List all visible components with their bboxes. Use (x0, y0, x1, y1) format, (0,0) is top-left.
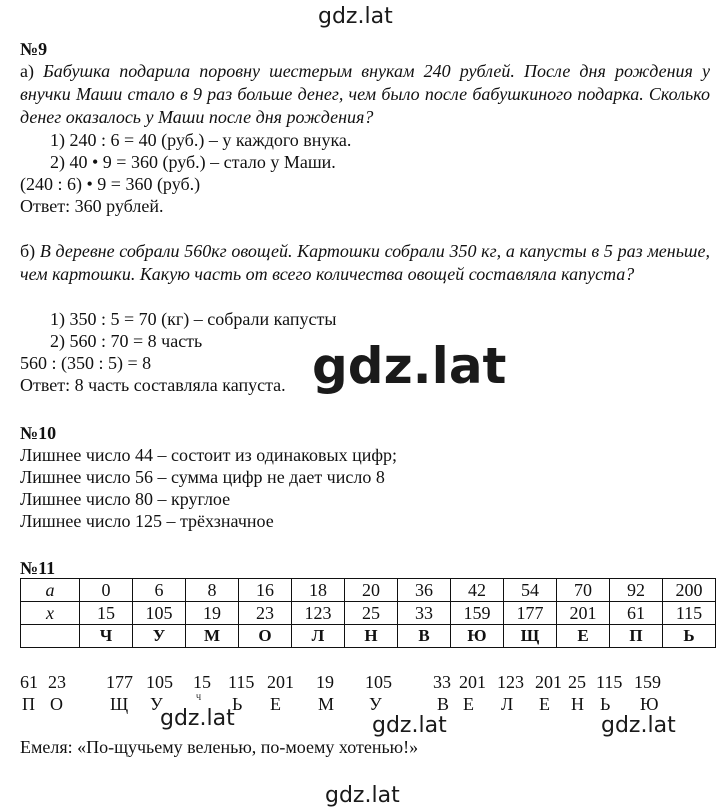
table-cell: 6 (133, 579, 186, 602)
decode-number: 159 (634, 672, 661, 692)
table-cell: 23 (239, 602, 292, 625)
table-cell: Ч (80, 625, 133, 648)
decode-letter: Ь (232, 694, 243, 714)
task9-a-step2: 2) 40 • 9 = 360 (руб.) – стало у Маши. (50, 152, 336, 172)
watermark: gdz.lat (325, 783, 400, 808)
task11-quote: Емеля: «По-щучьему веленью, по-моему хотенью!» (20, 737, 419, 757)
table-cell: 105 (133, 602, 186, 625)
table-cell: 18 (292, 579, 345, 602)
table-cell: 36 (398, 579, 451, 602)
table-row (21, 602, 716, 625)
table-cell (21, 625, 80, 648)
table-cell: 159 (451, 602, 504, 625)
decode-number: 201 (459, 672, 486, 692)
decode-number: 15 (193, 672, 211, 692)
decode-letter: М (318, 694, 335, 714)
table-cell: 25 (345, 602, 398, 625)
decode-number: 201 (535, 672, 562, 692)
table-cell: О (239, 625, 292, 648)
table-cell: Л (292, 625, 345, 648)
task9-b-step1: 1) 350 : 5 = 70 (кг) – собрали капусты (50, 309, 337, 329)
decode-number: 201 (267, 672, 294, 692)
decode-number: 25 (568, 672, 586, 692)
decode-number: 177 (106, 672, 133, 692)
table-cell: 70 (557, 579, 610, 602)
decode-letter: Ь (600, 694, 611, 714)
table-cell: 177 (504, 602, 557, 625)
task10-title: №10 (20, 423, 57, 443)
watermark: gdz.lat (318, 4, 393, 29)
table-cell: 115 (663, 602, 716, 625)
decode-letter: У (150, 694, 163, 714)
task10-line: Лишнее число 56 – сумма цифр не дает число 8 (20, 467, 385, 487)
table-cell: Н (345, 625, 398, 648)
table-cell: В (398, 625, 451, 648)
decode-letter: П (22, 694, 35, 714)
decode-letter: Е (463, 694, 474, 714)
task9-title: №9 (20, 39, 48, 59)
task9-a-problem (20, 60, 710, 129)
decode-letter: Е (270, 694, 281, 714)
watermark: gdz.lat (372, 713, 447, 738)
table-cell: 0 (80, 579, 133, 602)
task9-a-expression: (240 : 6) • 9 = 360 (руб.) (20, 174, 201, 194)
task9-a-step1: 1) 240 : 6 = 40 (руб.) – у каждого внука. (50, 130, 352, 150)
decode-letter: У (369, 694, 382, 714)
decode-letter: Ю (640, 694, 659, 714)
watermark: gdz.lat (160, 706, 235, 731)
table-cell: 42 (451, 579, 504, 602)
table-cell: 92 (610, 579, 663, 602)
task10-line: Лишнее число 125 – трёхзначное (20, 511, 274, 531)
table-cell: 61 (610, 602, 663, 625)
task11-table (20, 578, 716, 648)
task9-b-answer: Ответ: 8 часть составляла капуста. (20, 375, 286, 395)
decode-number: 23 (48, 672, 66, 692)
task9-a-label: а) (20, 61, 34, 81)
decode-letter: В (437, 694, 450, 714)
decode-number: 115 (596, 672, 623, 692)
watermark: gdz.lat (312, 337, 507, 395)
task9-b-label: б) (20, 241, 36, 261)
decode-letter: Е (539, 694, 550, 714)
row-a-label: a (21, 579, 80, 602)
table-cell: 201 (557, 602, 610, 625)
decode-letter: Н (571, 694, 584, 714)
table-row (21, 579, 716, 602)
table-cell: 200 (663, 579, 716, 602)
task11-title: №11 (20, 558, 56, 578)
task10-line: Лишнее число 44 – состоит из одинаковых цифр; (20, 445, 398, 465)
watermark: gdz.lat (601, 713, 676, 738)
table-cell: 20 (345, 579, 398, 602)
decode-letter: Л (501, 694, 514, 714)
table-cell: 15 (80, 602, 133, 625)
decode-number: 115 (228, 672, 255, 692)
decode-number: 123 (497, 672, 524, 692)
table-cell: 16 (239, 579, 292, 602)
table-cell: Е (557, 625, 610, 648)
table-cell: 19 (186, 602, 239, 625)
decode-number: 33 (433, 672, 451, 692)
decode-number: 105 (146, 672, 173, 692)
task9-a-answer: Ответ: 360 рублей. (20, 196, 164, 216)
row-x-label: x (21, 602, 80, 625)
task9-b-text: В деревне собрали 560кг овощей. Картошки собрали 350 кг, а капусты в 5 раз меньше, чем картошки. Какую часть от всего количества овощей составляла капуста? (20, 241, 710, 284)
decode-letter: Ч (196, 693, 202, 702)
table-cell: У (133, 625, 186, 648)
table-row (21, 625, 716, 648)
table-cell: Ю (451, 625, 504, 648)
table-cell: Щ (504, 625, 557, 648)
table-cell: Ь (663, 625, 716, 648)
table-cell: 33 (398, 602, 451, 625)
decode-number: 105 (365, 672, 392, 692)
decode-number: 61 (20, 672, 38, 692)
decode-number: 19 (316, 672, 334, 692)
table-cell: М (186, 625, 239, 648)
task9-a-text: Бабушка подарила поровну шестерым внукам 240 рублей. После дня рождения у внучки Маши стало в 9 раз больше денег, чем было после бабушкиного подарка. Сколько денег оказалось у Маши после дня рождения? (20, 61, 710, 127)
task10-line: Лишнее число 80 – круглое (20, 489, 231, 509)
table-cell: 54 (504, 579, 557, 602)
decode-letter: Щ (110, 694, 129, 714)
task9-b-problem (20, 240, 710, 286)
table-cell: 123 (292, 602, 345, 625)
task9-b-expression: 560 : (350 : 5) = 8 (20, 353, 152, 373)
task9-b-step2: 2) 560 : 70 = 8 часть (50, 331, 203, 351)
table-cell: 8 (186, 579, 239, 602)
table-cell: П (610, 625, 663, 648)
decode-letter: О (50, 694, 63, 714)
